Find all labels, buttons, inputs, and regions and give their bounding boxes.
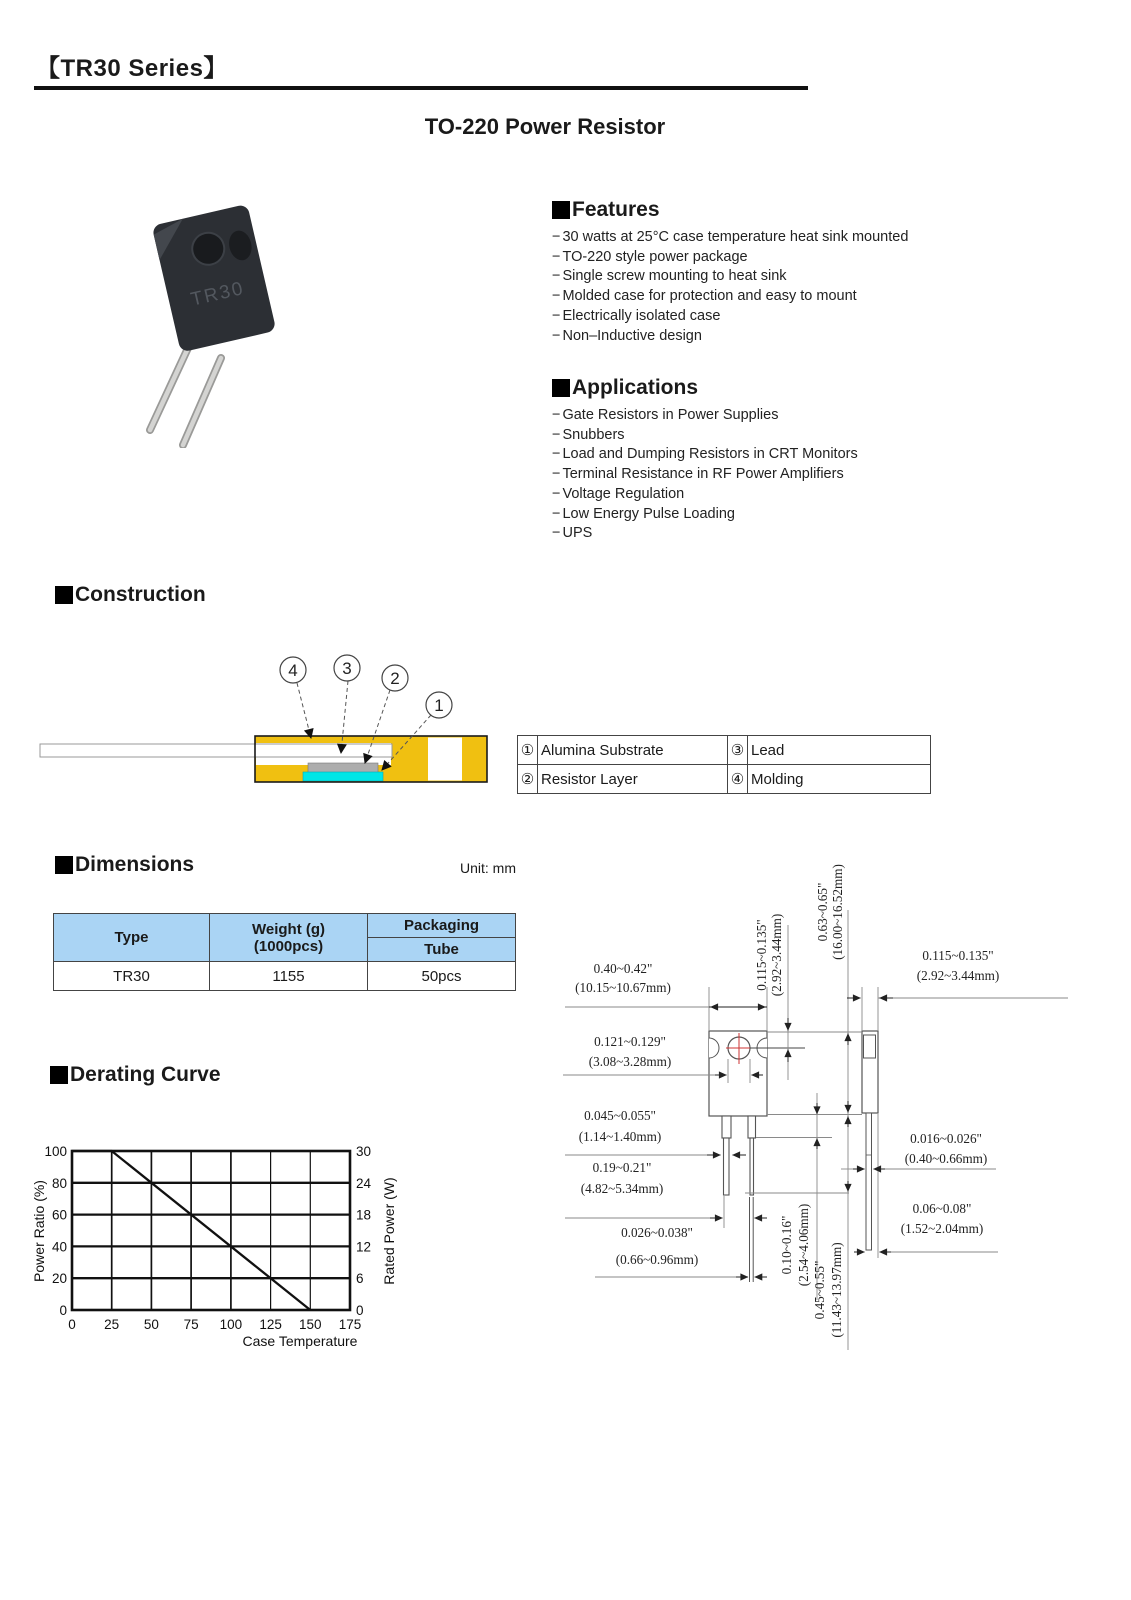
legend-label: Resistor Layer	[538, 765, 728, 794]
x-tick: 100	[219, 1317, 243, 1332]
application-item: − UPS	[552, 524, 1032, 544]
y-right-tick: 24	[356, 1175, 372, 1191]
dim-label: (2.92~3.44mm)	[769, 913, 784, 997]
weight-header-line2: (1000pcs)	[253, 937, 324, 955]
dim-label: (1.52~2.04mm)	[900, 1221, 984, 1236]
features-heading	[552, 198, 1032, 222]
feature-item: − Single screw mounting to heat sink	[552, 267, 1032, 287]
photo-marking: TR30	[188, 277, 247, 311]
x-axis-label: Case Temperature	[242, 1333, 358, 1349]
table-row	[518, 736, 931, 765]
application-item: − Snubbers	[552, 426, 1032, 446]
dim-label: 0.10~0.16"	[779, 1215, 794, 1275]
construction-diagram	[35, 630, 505, 805]
dim-label: (3.08~3.28mm)	[588, 1054, 672, 1069]
y-left-tick: 60	[51, 1207, 67, 1223]
derating-chart	[30, 1098, 450, 1363]
x-tick: 150	[299, 1317, 322, 1332]
dim-label: (4.82~5.34mm)	[580, 1181, 664, 1196]
page-title: TO-220 Power Resistor	[424, 114, 666, 139]
legend-label: Lead	[748, 736, 931, 765]
x-tick: 25	[104, 1317, 120, 1332]
feature-item: − 30 watts at 25°C case temperature heat sink mounted	[552, 228, 1032, 248]
application-item: − Low Energy Pulse Loading	[552, 505, 1032, 525]
y-right-tick: 6	[356, 1271, 364, 1287]
photo-body	[152, 204, 277, 353]
feature-item: − TO-220 style power package	[552, 248, 1032, 268]
legend-num: ③	[728, 736, 748, 765]
y-left-tick: 0	[59, 1303, 67, 1318]
construction-legend-table	[517, 735, 931, 794]
front-view	[709, 1031, 767, 1282]
callout-number: 3	[342, 659, 352, 678]
y-left-tick: 20	[51, 1271, 67, 1287]
callout-number: 4	[288, 661, 298, 680]
cell-packaging: 50pcs	[368, 962, 516, 991]
side-view	[862, 1031, 878, 1250]
dim-label: 0.19~0.21"	[592, 1160, 652, 1175]
application-item: − Terminal Resistance in RF Power Amplifiers	[552, 465, 1032, 485]
section-bullet-icon	[55, 856, 73, 874]
dimension-labels	[575, 864, 999, 1338]
features-list	[552, 228, 1032, 346]
y-right-tick: 12	[356, 1239, 372, 1255]
cell-weight: 1155	[210, 962, 368, 991]
dim-label: 0.40~0.42"	[593, 961, 653, 976]
dim-label: (2.92~3.44mm)	[916, 968, 1000, 983]
chart-tick-labels	[44, 1144, 371, 1332]
dim-label: (0.66~0.96mm)	[615, 1252, 699, 1267]
derating-heading	[50, 1063, 221, 1087]
dimension-drawing	[560, 840, 1131, 1360]
dim-label: (16.00~16.52mm)	[830, 864, 845, 960]
section-bullet-icon	[55, 586, 73, 604]
feature-item: − Molded case for protection and easy to mount	[552, 287, 1032, 307]
section-bullet-icon	[552, 379, 570, 397]
col-header-packaging: Packaging	[368, 914, 516, 938]
y-axis-left-label: Power Ratio (%)	[31, 1180, 47, 1282]
derating-title: Derating Curve	[70, 1063, 221, 1086]
col-header-tube: Tube	[368, 938, 516, 962]
dim-label: (11.43~13.97mm)	[829, 1242, 844, 1338]
y-right-tick: 18	[356, 1207, 372, 1223]
application-item: − Load and Dumping Resistors in CRT Monitors	[552, 445, 1032, 465]
header-rule	[34, 86, 808, 90]
dim-label: 0.026~0.038"	[621, 1225, 693, 1240]
dimensions-table	[53, 913, 516, 991]
dim-label: (0.40~0.66mm)	[904, 1151, 988, 1166]
unit-label: Unit: mm	[460, 860, 516, 876]
dim-label: (10.15~10.67mm)	[575, 980, 671, 995]
section-bullet-icon	[50, 1066, 68, 1084]
construction-cross-section	[40, 736, 487, 782]
y-left-tick: 100	[44, 1144, 67, 1159]
legend-num: ①	[518, 736, 538, 765]
dim-label: (2.54~4.06mm)	[796, 1203, 811, 1287]
applications-list	[552, 406, 1032, 544]
y-right-tick: 30	[356, 1144, 372, 1159]
applications-title: Applications	[572, 376, 699, 399]
weight-header-line1: Weight (g)	[251, 920, 326, 938]
callout-number: 1	[434, 696, 444, 715]
dimensions-heading	[55, 853, 194, 877]
x-tick: 0	[68, 1317, 76, 1332]
series-title: 【TR30 Series】	[36, 55, 228, 82]
application-item: − Voltage Regulation	[552, 485, 1032, 505]
legend-num: ②	[518, 765, 538, 794]
col-header-weight	[210, 914, 368, 962]
legend-num: ④	[728, 765, 748, 794]
callout-number: 2	[390, 669, 400, 688]
x-tick: 125	[259, 1317, 282, 1332]
table-row	[54, 962, 516, 991]
application-item: − Gate Resistors in Power Supplies	[552, 406, 1032, 426]
construction-title: Construction	[75, 583, 206, 606]
y-right-tick: 0	[356, 1303, 364, 1318]
x-tick: 50	[143, 1317, 159, 1332]
feature-item: − Electrically isolated case	[552, 307, 1032, 327]
section-bullet-icon	[552, 201, 570, 219]
features-section	[552, 198, 1032, 346]
dim-label: 0.45~0.55"	[812, 1260, 827, 1320]
y-left-tick: 40	[51, 1239, 67, 1255]
applications-heading	[552, 376, 1032, 400]
dimensions-title: Dimensions	[75, 853, 195, 876]
x-tick: 175	[338, 1317, 362, 1332]
dim-label: 0.115~0.135"	[754, 919, 769, 991]
x-tick: 75	[183, 1317, 199, 1332]
construction-heading	[55, 583, 206, 607]
table-row	[518, 765, 931, 794]
feature-item: − Non–Inductive design	[552, 327, 1032, 347]
legend-label: Alumina Substrate	[538, 736, 728, 765]
y-left-tick: 80	[51, 1175, 67, 1191]
y-axis-right-label: Rated Power (W)	[381, 1177, 397, 1285]
dim-label: 0.121~0.129"	[594, 1034, 666, 1049]
cell-type: TR30	[54, 962, 210, 991]
photo-leads	[150, 348, 221, 445]
table-row	[54, 914, 516, 938]
dim-label: 0.115~0.135"	[922, 948, 994, 963]
col-header-type: Type	[54, 914, 210, 962]
features-title: Features	[572, 198, 660, 221]
dim-label: (1.14~1.40mm)	[578, 1129, 662, 1144]
dim-label: 0.045~0.055"	[584, 1108, 656, 1123]
dim-label: 0.63~0.65"	[815, 882, 830, 942]
dim-label: 0.06~0.08"	[912, 1201, 972, 1216]
dim-label: 0.016~0.026"	[910, 1131, 982, 1146]
product-photo	[95, 168, 395, 448]
applications-section	[552, 376, 1032, 544]
legend-label: Molding	[748, 765, 931, 794]
